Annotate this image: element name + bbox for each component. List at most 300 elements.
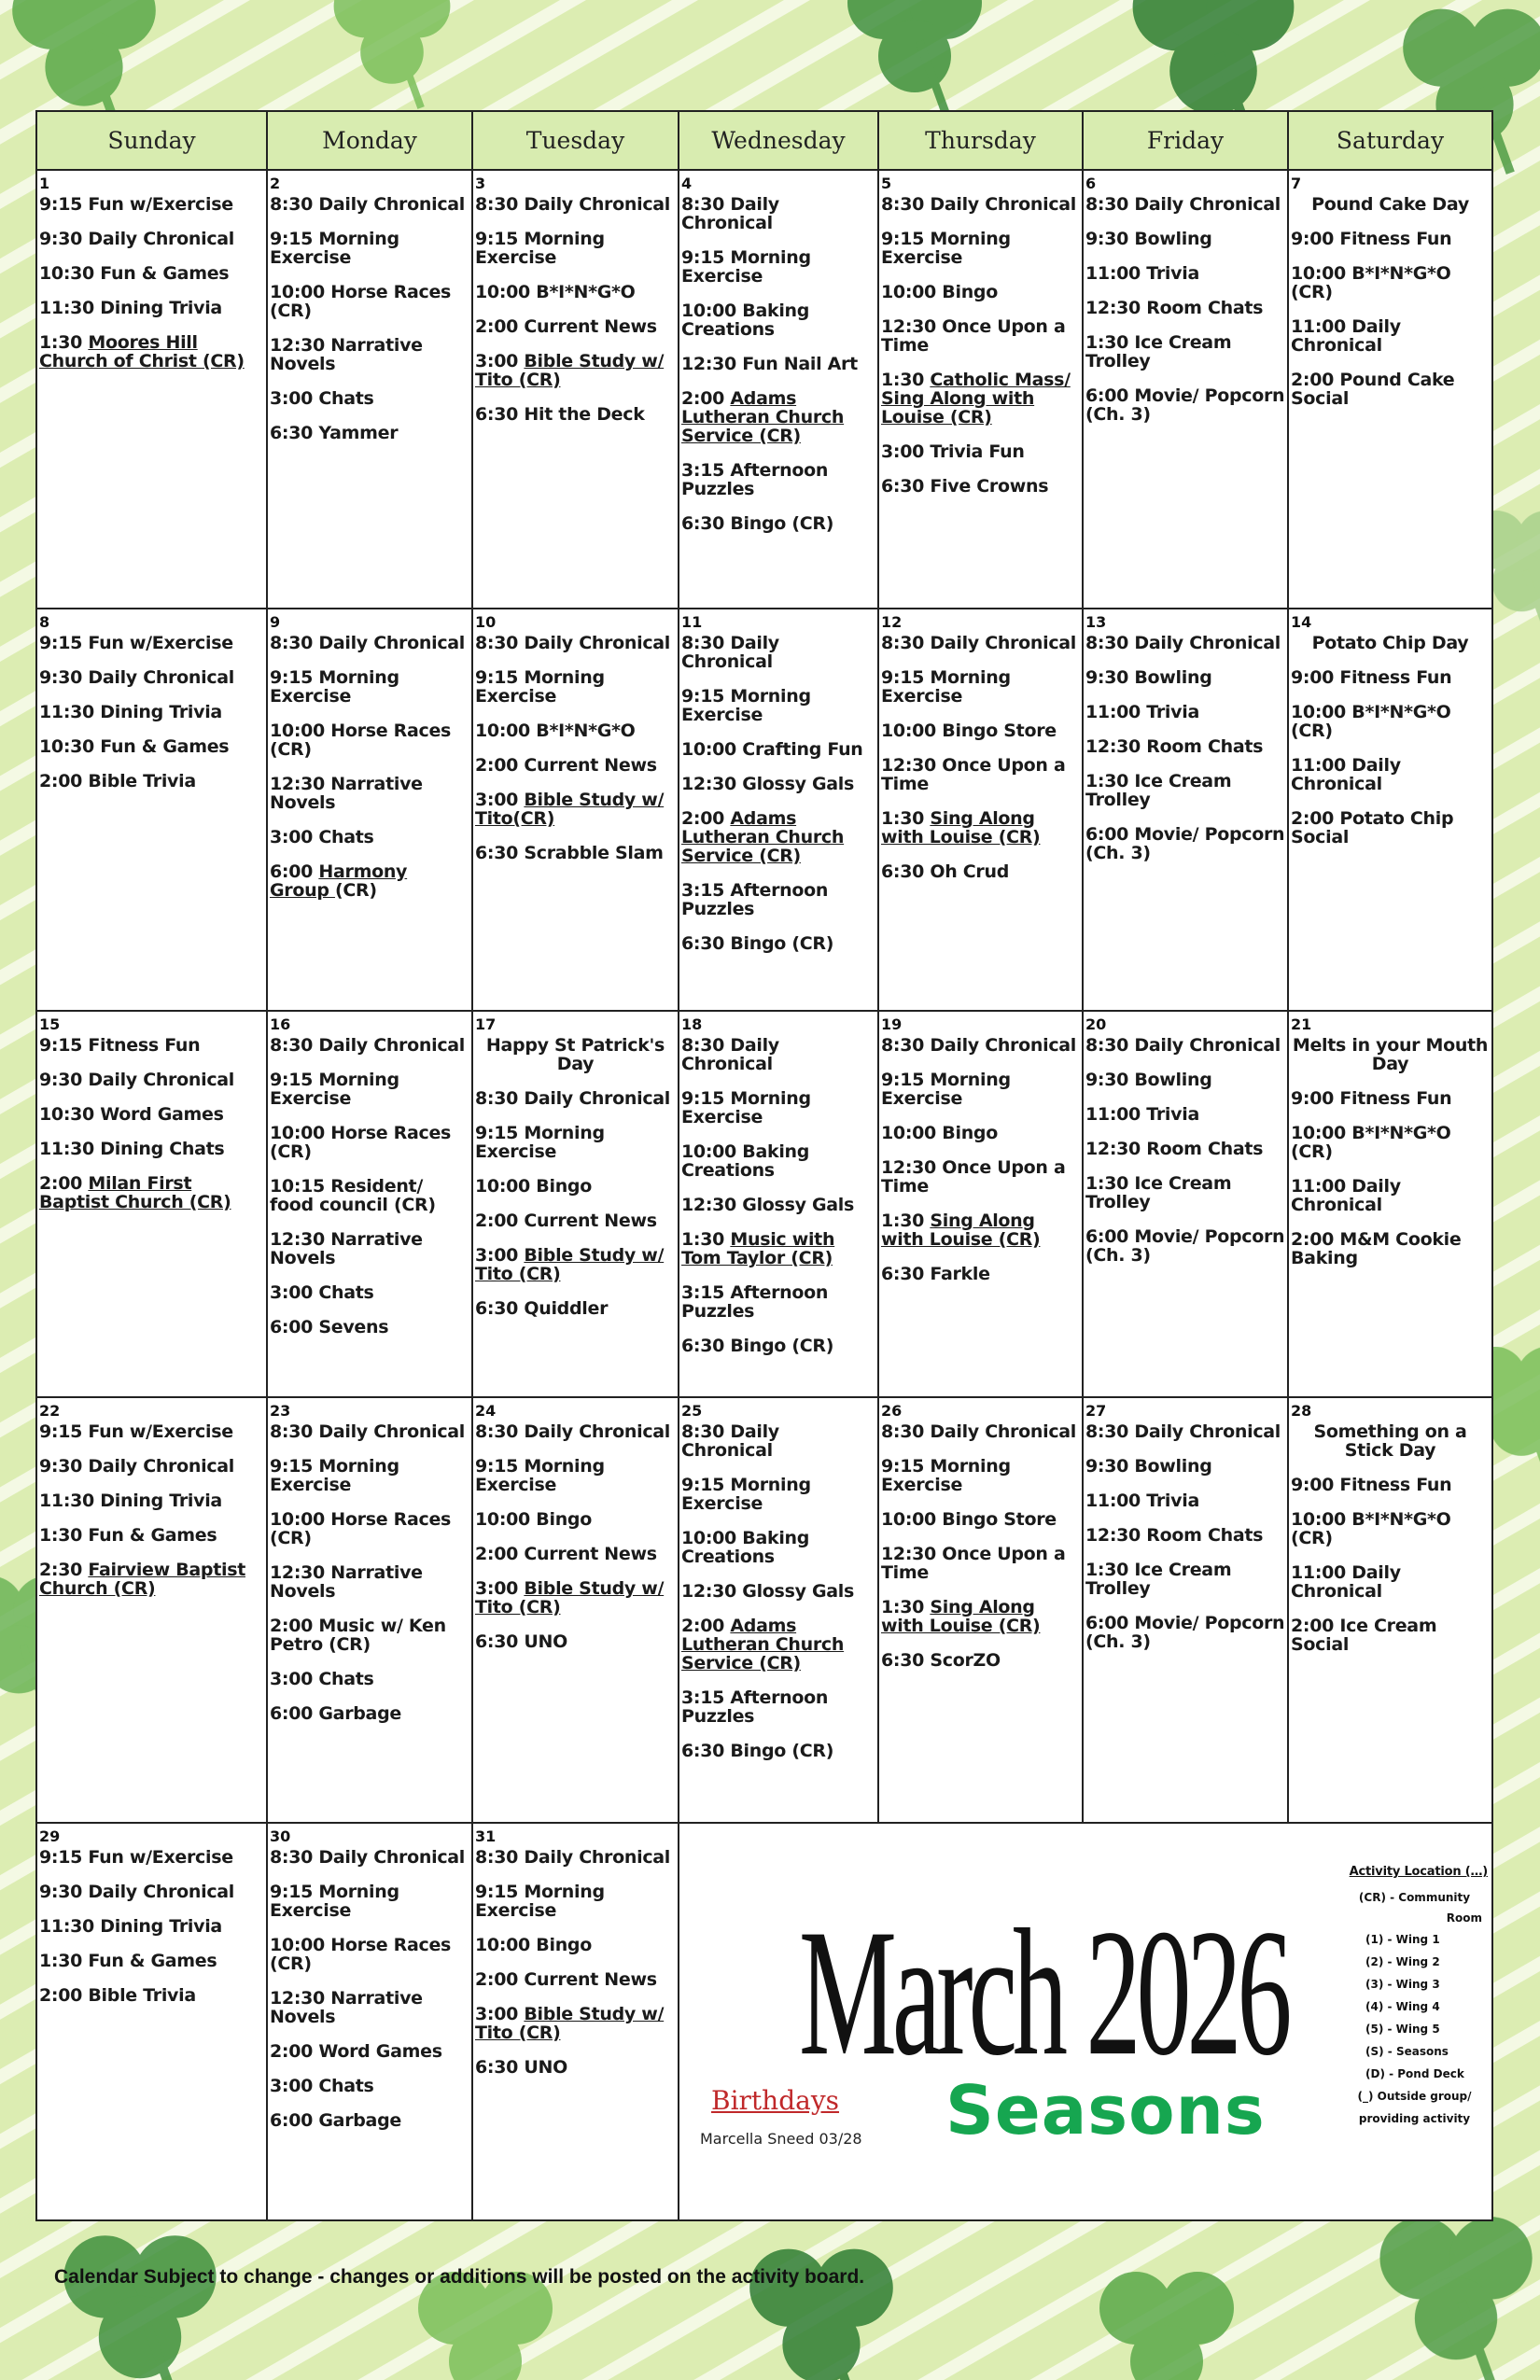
- activity-item: 8:30 Daily Chronical: [681, 194, 779, 233]
- activity-item: 11:30 Dining Chats: [39, 1139, 225, 1159]
- day-number: 12: [881, 613, 903, 631]
- day-cell: [1083, 170, 1288, 609]
- weekday-header-row: [36, 111, 1492, 170]
- activity-item: 9:30 Daily Chronical: [39, 667, 235, 688]
- activity-item: 9:30 Daily Chronical: [39, 1882, 235, 1902]
- activity-item: 10:00 B*I*N*G*O (CR): [1291, 263, 1451, 302]
- activity-item: 10:30 Fun & Games: [39, 736, 230, 757]
- activity-item: 10:00 Horse Races (CR): [270, 1123, 452, 1162]
- activity-item: 3:00 Chats: [270, 2076, 374, 2096]
- day-cell: [679, 609, 878, 1011]
- day-number: 17: [475, 1015, 497, 1033]
- activity-item: 9:15 Morning Exercise: [475, 667, 605, 707]
- activity-item: 9:00 Fitness Fun: [1291, 1088, 1452, 1109]
- activity-item: 8:30 Daily Chronical: [475, 1421, 671, 1442]
- activity-item: [681, 389, 875, 445]
- activity-item: 8:30 Daily Chronical: [270, 633, 466, 653]
- activity-item: 9:15 Morning Exercise: [681, 247, 811, 287]
- activity-time: 6:00: [270, 861, 319, 882]
- special-day-title: Something on a Stick Day: [1313, 1421, 1467, 1461]
- day-cell: [878, 1011, 1083, 1397]
- activity-time: 1:30: [881, 808, 931, 829]
- activity-item: 8:30 Daily Chronical: [1085, 1035, 1281, 1056]
- activity-time: 2:30: [39, 1560, 89, 1580]
- activity-location: (CR): [334, 880, 377, 901]
- activity-item: [475, 1246, 676, 1283]
- birthday-entry: Marcella Sneed 03/28: [700, 2130, 862, 2148]
- day-cell: [679, 170, 878, 609]
- activity-item: 11:00 Daily Chronical: [1291, 1562, 1401, 1602]
- activity-item: 6:30 Yammer: [270, 423, 399, 443]
- activity-item: 3:00 Trivia Fun: [881, 441, 1025, 462]
- legend-line: Room: [1446, 1911, 1482, 1925]
- day-number: 13: [1085, 613, 1107, 631]
- activity-item: 11:30 Dining Trivia: [39, 1491, 222, 1511]
- activity-item: 12:30 Narrative Novels: [270, 1988, 423, 2027]
- day-number: 24: [475, 1402, 497, 1420]
- legend-line: (5) - Wing 5: [1365, 2023, 1440, 2036]
- day-number: 16: [270, 1015, 291, 1033]
- day-cell: [679, 1397, 878, 1823]
- weekday-header-monday: Monday: [267, 111, 472, 170]
- activity-item: 10:00 Baking Creations: [681, 301, 810, 340]
- activity-item: 6:30 UNO: [475, 1631, 567, 1652]
- week-row: [36, 1823, 1492, 2220]
- activity-item: [475, 352, 676, 389]
- day-number: 3: [475, 175, 486, 192]
- day-cell: [472, 1011, 679, 1397]
- activity-item: 9:30 Bowling: [1085, 229, 1212, 249]
- activity-item: 2:00 Current News: [475, 755, 657, 776]
- activity-item: 9:15 Fun w/Exercise: [39, 633, 233, 653]
- day-number: 23: [270, 1402, 291, 1420]
- activity-item: 6:00 Movie/ Popcorn (Ch. 3): [1085, 1613, 1285, 1652]
- activity-item: 11:00 Trivia: [1085, 263, 1199, 284]
- day-number: 6: [1085, 175, 1097, 192]
- brand-name: Seasons: [945, 2071, 1266, 2149]
- activity-item: 9:00 Fitness Fun: [1291, 1475, 1452, 1495]
- activity-item: 10:00 Bingo: [475, 1176, 592, 1197]
- activity-item: 10:00 Baking Creations: [681, 1528, 810, 1567]
- activity-item: 6:30 Bingo (CR): [681, 513, 834, 534]
- activity-item: 2:00 Current News: [475, 1211, 657, 1231]
- weekday-header-sunday: Sunday: [36, 111, 267, 170]
- outside-group-activity: Adams Lutheran Church Service (CR): [681, 1616, 845, 1673]
- activity-item: 10:00 Crafting Fun: [681, 739, 863, 760]
- activity-item: 10:00 Horse Races (CR): [270, 1935, 452, 1974]
- activity-item: 8:30 Daily Chronical: [681, 633, 779, 672]
- activity-item: 10:00 Bingo: [475, 1509, 592, 1530]
- day-number: 27: [1085, 1402, 1107, 1420]
- activity-item: 1:30 Ice Cream Trolley: [1085, 771, 1232, 810]
- activity-item: 9:00 Fitness Fun: [1291, 229, 1452, 249]
- activity-item: 3:00 Chats: [270, 1282, 374, 1303]
- activity-item: 6:00 Movie/ Popcorn (Ch. 3): [1085, 385, 1285, 425]
- activity-item: 3:15 Afternoon Puzzles: [681, 460, 829, 499]
- outside-group-activity: Harmony Group: [270, 861, 408, 901]
- activity-item: 12:30 Narrative Novels: [270, 774, 423, 813]
- activity-item: 8:30 Daily Chronical: [270, 1421, 466, 1442]
- activity-item: 12:30 Room Chats: [1085, 736, 1264, 757]
- activity-item: 10:00 Horse Races (CR): [270, 1509, 452, 1548]
- day-cell: [878, 609, 1083, 1011]
- activity-time: 3:00: [475, 1578, 525, 1599]
- month-title: March 2026: [799, 1891, 1288, 2093]
- activity-item: 9:15 Morning Exercise: [475, 1456, 605, 1495]
- day-cell: [1083, 1011, 1288, 1397]
- legend-line: (4) - Wing 4: [1365, 2000, 1440, 2013]
- activity-item: 12:30 Room Chats: [1085, 298, 1264, 318]
- weekday-header-thursday: Thursday: [878, 111, 1083, 170]
- activity-item: [681, 1230, 875, 1267]
- activity-item: [881, 1211, 1080, 1249]
- day-cell: [679, 1011, 878, 1397]
- activity-item: 6:00 Movie/ Popcorn (Ch. 3): [1085, 824, 1285, 863]
- activity-item: 9:15 Fun w/Exercise: [39, 1421, 233, 1442]
- location-legend: [1347, 1887, 1482, 2130]
- activity-item: 10:00 Bingo: [881, 1123, 998, 1143]
- activity-item: 8:30 Daily Chronical: [881, 633, 1077, 653]
- activity-item: 2:00 Ice Cream Social: [1291, 1616, 1437, 1655]
- activity-item: 1:30 Fun & Games: [39, 1951, 217, 1971]
- activity-item: 9:30 Bowling: [1085, 1456, 1212, 1477]
- activity-item: 6:30 Bingo (CR): [681, 1336, 834, 1356]
- activity-item: 11:00 Daily Chronical: [1291, 755, 1401, 794]
- legend-line: (1) - Wing 1: [1365, 1933, 1440, 1946]
- activity-item: 6:30 Hit the Deck: [475, 404, 645, 425]
- activity-item: 2:00 Bible Trivia: [39, 1985, 196, 2006]
- day-number: 29: [39, 1827, 61, 1845]
- day-number: 25: [681, 1402, 703, 1420]
- activity-item: 9:15 Morning Exercise: [475, 229, 605, 268]
- activity-item: 12:30 Glossy Gals: [681, 1581, 855, 1602]
- activity-item: 11:00 Trivia: [1085, 702, 1199, 722]
- activity-item: 6:30 ScorZO: [881, 1650, 1001, 1671]
- activity-item: 11:30 Dining Trivia: [39, 702, 222, 722]
- activity-item: 8:30 Daily Chronical: [1085, 194, 1281, 215]
- day-number: 9: [270, 613, 281, 631]
- activity-time: 1:30: [881, 1597, 931, 1617]
- activity-item: 9:15 Fun w/Exercise: [39, 1847, 233, 1868]
- activity-item: [270, 862, 469, 900]
- activity-time: 2:00: [681, 388, 731, 409]
- activity-time: 2:00: [39, 1173, 89, 1194]
- week-row: [36, 1397, 1492, 1823]
- day-number: 11: [681, 613, 703, 631]
- activity-item: [475, 1579, 676, 1617]
- outside-group-activity: Catholic Mass/ Sing Along with Louise (CR): [881, 370, 1071, 427]
- activity-item: [39, 333, 264, 371]
- birthdays-label: Birthdays: [711, 2085, 840, 2116]
- activity-item: 10:00 Horse Races (CR): [270, 282, 452, 321]
- activity-item: 12:30 Once Upon a Time: [881, 1544, 1066, 1583]
- activity-item: [475, 2005, 676, 2042]
- day-number: 28: [1291, 1402, 1312, 1420]
- day-cell: [1288, 1397, 1492, 1823]
- activity-item: 12:30 Glossy Gals: [681, 1195, 855, 1215]
- outside-group-activity: Bible Study w/ Tito (CR): [475, 1245, 665, 1284]
- outside-group-activity: Sing Along with Louise (CR): [881, 1597, 1041, 1636]
- activity-item: 9:30 Daily Chronical: [39, 229, 235, 249]
- activity-item: 9:15 Morning Exercise: [881, 229, 1011, 268]
- activity-item: 6:00 Sevens: [270, 1317, 389, 1337]
- activity-item: 8:30 Daily Chronical: [475, 633, 671, 653]
- day-cell: [267, 1823, 472, 2220]
- day-cell: [472, 1397, 679, 1823]
- activity-item: 8:30 Daily Chronical: [881, 1035, 1077, 1056]
- activity-item: 11:30 Dining Trivia: [39, 1916, 222, 1937]
- activity-item: 6:30 Bingo (CR): [681, 933, 834, 954]
- activity-item: 10:00 Bingo: [881, 282, 998, 302]
- activity-time: 3:00: [475, 1245, 525, 1266]
- day-cell: [267, 609, 472, 1011]
- activity-item: 9:00 Fitness Fun: [1291, 667, 1452, 688]
- outside-group-activity: Moores Hill Church of Christ (CR): [39, 332, 245, 371]
- week-row: [36, 609, 1492, 1011]
- day-cell: [472, 170, 679, 609]
- activity-item: 12:30 Fun Nail Art: [681, 354, 858, 374]
- activity-item: 10:00 Baking Creations: [681, 1141, 810, 1181]
- day-number: 15: [39, 1015, 61, 1033]
- day-cell: [267, 1011, 472, 1397]
- day-number: 4: [681, 175, 693, 192]
- day-cell: [36, 1397, 267, 1823]
- day-cell: [1288, 609, 1492, 1011]
- outside-group-activity: Bible Study w/ Tito (CR): [475, 2004, 665, 2043]
- activity-item: 9:15 Fun w/Exercise: [39, 194, 233, 215]
- activity-item: 2:00 Current News: [475, 316, 657, 337]
- legend-line: (S) - Seasons: [1365, 2045, 1449, 2058]
- activity-item: 9:15 Morning Exercise: [270, 667, 399, 707]
- activity-item: 6:30 Bingo (CR): [681, 1741, 834, 1761]
- day-number: 22: [39, 1402, 61, 1420]
- week-row: [36, 1011, 1492, 1397]
- day-cell: [878, 170, 1083, 609]
- activity-item: 8:30 Daily Chronical: [475, 194, 671, 215]
- day-cell: [36, 170, 267, 609]
- activity-item: 9:15 Morning Exercise: [881, 1070, 1011, 1109]
- activity-item: 9:15 Morning Exercise: [881, 667, 1011, 707]
- day-number: 18: [681, 1015, 703, 1033]
- activity-item: [39, 1174, 264, 1211]
- month-info-panel: [679, 1823, 1492, 2220]
- special-day-title: Melts in your Mouth Day: [1292, 1035, 1489, 1074]
- activity-item: 10:00 B*I*N*G*O: [475, 721, 636, 741]
- activity-item: 2:00 Current News: [475, 1969, 657, 1990]
- special-day-title: Happy St Patrick's Day: [485, 1035, 665, 1074]
- activity-item: 8:30 Daily Chronical: [270, 194, 466, 215]
- day-cell: [1288, 170, 1492, 609]
- activity-item: 8:30 Daily Chronical: [475, 1847, 671, 1868]
- activity-item: 1:30 Ice Cream Trolley: [1085, 1173, 1232, 1212]
- activity-item: 3:15 Afternoon Puzzles: [681, 1282, 829, 1322]
- legend-line: (CR) - Community: [1358, 1891, 1471, 1904]
- activity-item: 2:00 Bible Trivia: [39, 771, 196, 791]
- day-cell: [472, 1823, 679, 2220]
- activity-time: 1:30: [881, 370, 931, 390]
- activity-item: [881, 1598, 1080, 1635]
- activity-item: 11:00 Trivia: [1085, 1491, 1199, 1511]
- activity-item: 12:30 Once Upon a Time: [881, 1157, 1066, 1197]
- activity-item: 8:30 Daily Chronical: [881, 1421, 1077, 1442]
- activity-item: 2:00 Pound Cake Social: [1291, 370, 1455, 409]
- activity-item: 9:30 Daily Chronical: [39, 1456, 235, 1477]
- activity-item: 9:15 Morning Exercise: [475, 1123, 605, 1162]
- activity-item: 8:30 Daily Chronical: [881, 194, 1077, 215]
- activity-item: 2:00 Potato Chip Social: [1291, 808, 1454, 847]
- activity-time: 3:00: [475, 351, 525, 371]
- activity-item: 10:00 Bingo Store: [881, 1509, 1057, 1530]
- activity-item: 10:30 Fun & Games: [39, 263, 230, 284]
- activity-item: 12:30 Glossy Gals: [681, 774, 855, 794]
- activity-item: 12:30 Narrative Novels: [270, 1229, 423, 1268]
- activity-time: 1:30: [39, 332, 89, 353]
- activity-item: 2:00 M&M Cookie Baking: [1291, 1229, 1462, 1268]
- outside-group-activity: Music with Tom Taylor (CR): [681, 1229, 835, 1268]
- activity-item: 10:15 Resident/ food council (CR): [270, 1176, 436, 1215]
- legend-line: (2) - Wing 2: [1365, 1955, 1440, 1968]
- activity-item: 9:15 Morning Exercise: [881, 1456, 1011, 1495]
- activity-item: 9:15 Morning Exercise: [681, 1475, 811, 1514]
- activity-item: 12:30 Narrative Novels: [270, 335, 423, 374]
- day-cell: [1288, 1011, 1492, 1397]
- outside-group-activity: Adams Lutheran Church Service (CR): [681, 388, 845, 446]
- calendar-footnote: Calendar Subject to change - changes or additions will be posted on the activity board.: [54, 2266, 865, 2288]
- special-day-title: Pound Cake Day: [1311, 194, 1469, 215]
- activity-item: 9:15 Fitness Fun: [39, 1035, 201, 1056]
- activity-item: 8:30 Daily Chronical: [475, 1088, 671, 1109]
- activity-item: 8:30 Daily Chronical: [270, 1035, 466, 1056]
- activity-item: 9:30 Daily Chronical: [39, 1070, 235, 1090]
- activity-item: [39, 1561, 264, 1598]
- weekday-header-wednesday: Wednesday: [679, 111, 878, 170]
- day-number: 31: [475, 1827, 497, 1845]
- day-cell: [878, 1397, 1083, 1823]
- outside-group-activity: Sing Along with Louise (CR): [881, 808, 1041, 847]
- activity-time: 3:00: [475, 2004, 525, 2024]
- day-number: 1: [39, 175, 50, 192]
- outside-group-activity: Milan First Baptist Church (CR): [39, 1173, 231, 1212]
- outside-group-activity: Bible Study w/ Tito(CR): [475, 790, 665, 829]
- weekday-header-saturday: Saturday: [1288, 111, 1492, 170]
- activity-item: [475, 791, 676, 828]
- activity-item: 9:15 Morning Exercise: [270, 1070, 399, 1109]
- activity-item: 9:30 Bowling: [1085, 667, 1212, 688]
- activity-time: 1:30: [881, 1211, 931, 1231]
- activity-item: 10:00 B*I*N*G*O (CR): [1291, 702, 1451, 741]
- activity-item: 9:15 Morning Exercise: [475, 1882, 605, 1921]
- activity-item: 1:30 Fun & Games: [39, 1525, 217, 1546]
- activity-time: 2:00: [681, 808, 731, 829]
- legend-line: (_) Outside group/: [1357, 2090, 1472, 2103]
- activity-item: 11:00 Daily Chronical: [1291, 1176, 1401, 1215]
- day-number: 8: [39, 613, 50, 631]
- day-cell: [472, 609, 679, 1011]
- day-cell: [36, 1011, 267, 1397]
- activity-item: 10:00 B*I*N*G*O (CR): [1291, 1509, 1451, 1548]
- activity-item: 3:00 Chats: [270, 388, 374, 409]
- weekday-header-tuesday: Tuesday: [472, 111, 679, 170]
- activity-item: [681, 809, 875, 865]
- outside-group-activity: Bible Study w/ Tito (CR): [475, 351, 665, 390]
- activity-item: 10:00 B*I*N*G*O (CR): [1291, 1123, 1451, 1162]
- activity-item: 6:00 Garbage: [270, 2110, 401, 2131]
- legend-line: providing activity: [1358, 2112, 1471, 2125]
- outside-group-activity: Adams Lutheran Church Service (CR): [681, 808, 845, 866]
- outside-group-activity: Bible Study w/ Tito (CR): [475, 1578, 665, 1617]
- activity-time: 1:30: [681, 1229, 731, 1250]
- activity-item: 9:15 Morning Exercise: [270, 1882, 399, 1921]
- activity-time: 3:00: [475, 790, 525, 810]
- activity-item: 12:30 Room Chats: [1085, 1139, 1264, 1159]
- day-cell: [1083, 609, 1288, 1011]
- activity-item: 6:30 Quiddler: [475, 1298, 609, 1319]
- activity-item: 9:15 Morning Exercise: [270, 1456, 399, 1495]
- day-cell: [267, 170, 472, 609]
- activity-item: 3:00 Chats: [270, 827, 374, 847]
- activity-item: 2:00 Current News: [475, 1544, 657, 1564]
- activity-item: 6:00 Movie/ Popcorn (Ch. 3): [1085, 1226, 1285, 1266]
- activity-item: 10:00 Horse Races (CR): [270, 721, 452, 760]
- activity-item: 6:30 Five Crowns: [881, 476, 1049, 497]
- day-cell: [1083, 1397, 1288, 1823]
- activity-item: 12:30 Narrative Novels: [270, 1562, 423, 1602]
- legend-title: Activity Location (…): [1349, 1865, 1488, 1879]
- activity-item: 11:30 Dining Trivia: [39, 298, 222, 318]
- activity-item: [881, 371, 1080, 427]
- activity-item: 9:15 Morning Exercise: [681, 686, 811, 725]
- activity-item: 2:00 Word Games: [270, 2041, 442, 2062]
- activity-item: 10:00 Bingo Store: [881, 721, 1057, 741]
- activity-item: 8:30 Daily Chronical: [1085, 1421, 1281, 1442]
- outside-group-activity: Sing Along with Louise (CR): [881, 1211, 1041, 1250]
- activity-item: 2:00 Music w/ Ken Petro (CR): [270, 1616, 446, 1655]
- activity-item: 6:00 Garbage: [270, 1703, 401, 1724]
- legend-line: (D) - Pond Deck: [1365, 2067, 1464, 2080]
- activity-time: 2:00: [681, 1616, 731, 1636]
- week-row: [36, 170, 1492, 609]
- day-number: 20: [1085, 1015, 1107, 1033]
- activity-item: 12:30 Room Chats: [1085, 1525, 1264, 1546]
- day-number: 10: [475, 613, 497, 631]
- activity-item: 11:00 Trivia: [1085, 1104, 1199, 1125]
- activity-item: 8:30 Daily Chronical: [681, 1035, 779, 1074]
- activity-item: 10:00 Bingo: [475, 1935, 592, 1955]
- activity-item: [881, 809, 1080, 847]
- activity-item: 9:15 Morning Exercise: [681, 1088, 811, 1127]
- day-number: 14: [1291, 613, 1312, 631]
- day-cell: [267, 1397, 472, 1823]
- day-number: 19: [881, 1015, 903, 1033]
- activity-item: 6:30 Scrabble Slam: [475, 843, 664, 863]
- day-number: 26: [881, 1402, 903, 1420]
- legend-line: (3) - Wing 3: [1365, 1978, 1440, 1991]
- day-cell: [36, 609, 267, 1011]
- day-number: 21: [1291, 1015, 1312, 1033]
- activity-item: 11:00 Daily Chronical: [1291, 316, 1401, 356]
- activity-item: 3:15 Afternoon Puzzles: [681, 880, 829, 919]
- activity-item: 6:30 UNO: [475, 2057, 567, 2078]
- activity-item: 10:30 Word Games: [39, 1104, 224, 1125]
- day-number: 30: [270, 1827, 291, 1845]
- outside-group-activity: Fairview Baptist Church (CR): [39, 1560, 245, 1599]
- calendar-grid: [35, 110, 1493, 2221]
- activity-item: 6:30 Oh Crud: [881, 861, 1010, 882]
- activity-item: 8:30 Daily Chronical: [1085, 633, 1281, 653]
- activity-item: 3:15 Afternoon Puzzles: [681, 1687, 829, 1727]
- activity-item: 1:30 Ice Cream Trolley: [1085, 332, 1232, 371]
- day-number: 2: [270, 175, 281, 192]
